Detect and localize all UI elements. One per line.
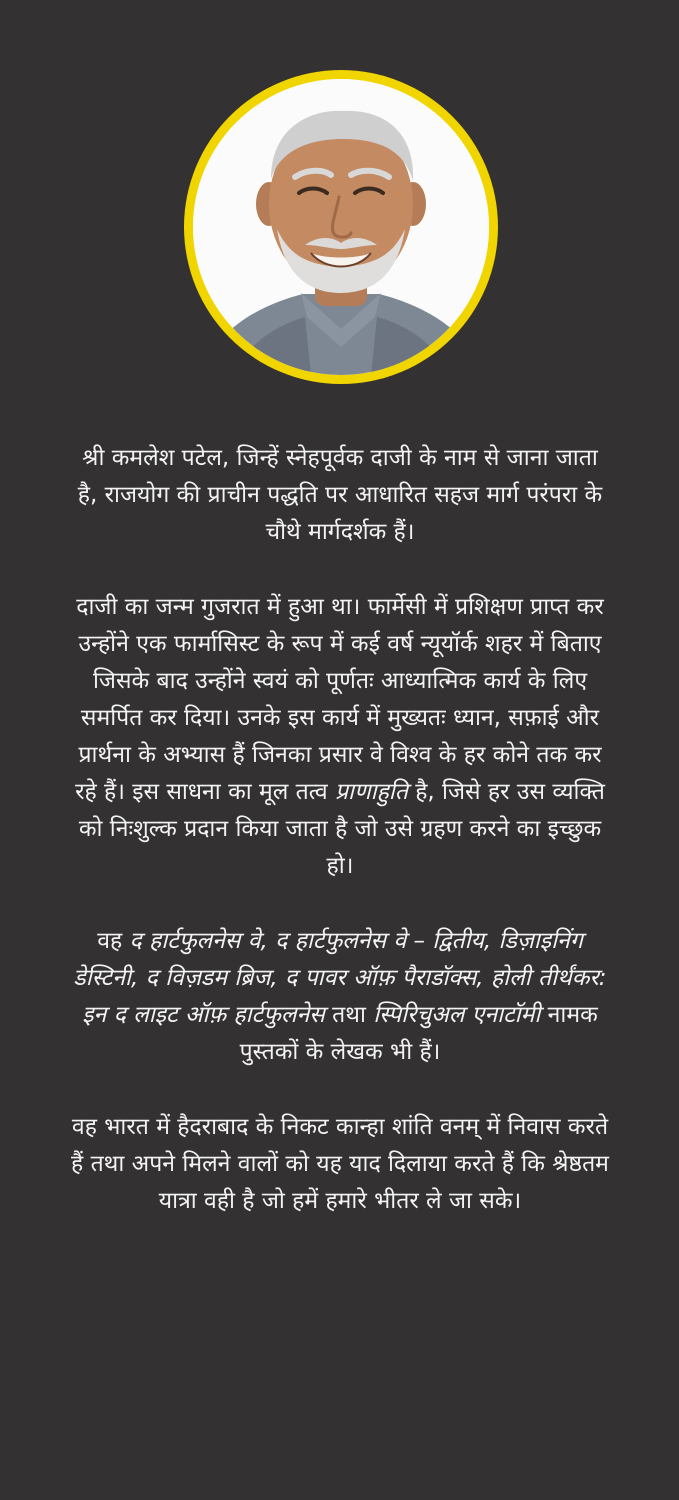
author-portrait-ring [184,70,498,384]
bio-residence-text: वह भारत में हैदराबाद के निकट कान्हा शांति वनम् में निवास करते हैं तथा अपने मिलने वालों को यह याद दिलाया करते हैं कि श्रेष्ठतम यात्रा वही है जो हमें हमारे भीतर ले जा सके। [71,1114,609,1214]
portrait-illustration [193,79,489,375]
bio-life-term-pranahuti: प्राणाहुति [334,779,408,805]
bio-life-text-1: दाजी का जन्म गुजरात में हुआ था। फार्मेसी में प्रशिक्षण प्राप्त कर उन्होंने एक फार्मासिस्ट के रूप में कई वर्ष न्यूयॉर्क शहर में बिताए जिसके बाद उन्होंने स्वयं को पूर्णतः आध्यात्मिक कार्य के लिए समर्पित कर दिया। उनके इस कार्य में मुख्यतः ध्यान, सफ़ाई और प्रार्थना के अभ्यास हैं जिनका प्रसार वे विश्व के हर कोने तक कर रहे हैं। इस साधना का मूल तत्व [75,594,604,805]
bio-books-mid: तथा [324,1002,374,1028]
author-bio-text [70,440,610,1220]
bio-books-titles-1: द हार्टफुलनेस वे, द हार्टफुलनेस वे – द्वितीय, डिज़ाइनिंग डेस्टिनी, द विज़डम ब्रिज, द पावर ऑफ़ पैराडॉक्स, होली तीर्थंकर: इन द लाइट ऑफ़ हार्टफुलनेस [73,928,607,1028]
bio-books-titles-2: स्पिरिचुअल एनाटॉमी [373,1002,541,1028]
bio-paragraph-books [70,923,610,1071]
bio-books-suffix: नामक पुस्तकों के लेखक भी हैं। [239,1002,598,1065]
bio-life-text-2: है, जिसे हर उस व्यक्ति को निःशुल्क प्रदान किया जाता है जो उसे ग्रहण करने का इच्छुक हो। [78,779,605,879]
author-portrait-photo [193,79,489,375]
bio-paragraph-life [70,589,610,885]
bio-paragraph-residence [70,1109,610,1220]
bio-paragraph-intro [70,440,610,551]
bio-books-prefix: वह [97,928,130,954]
bio-intro-text: श्री कमलेश पटेल, जिन्हें स्नेहपूर्वक दाजी के नाम से जाना जाता है, राजयोग की प्राचीन पद्धति पर आधारित सहज मार्ग परंपरा के चौथे मार्गदर्शक हैं। [77,445,603,545]
